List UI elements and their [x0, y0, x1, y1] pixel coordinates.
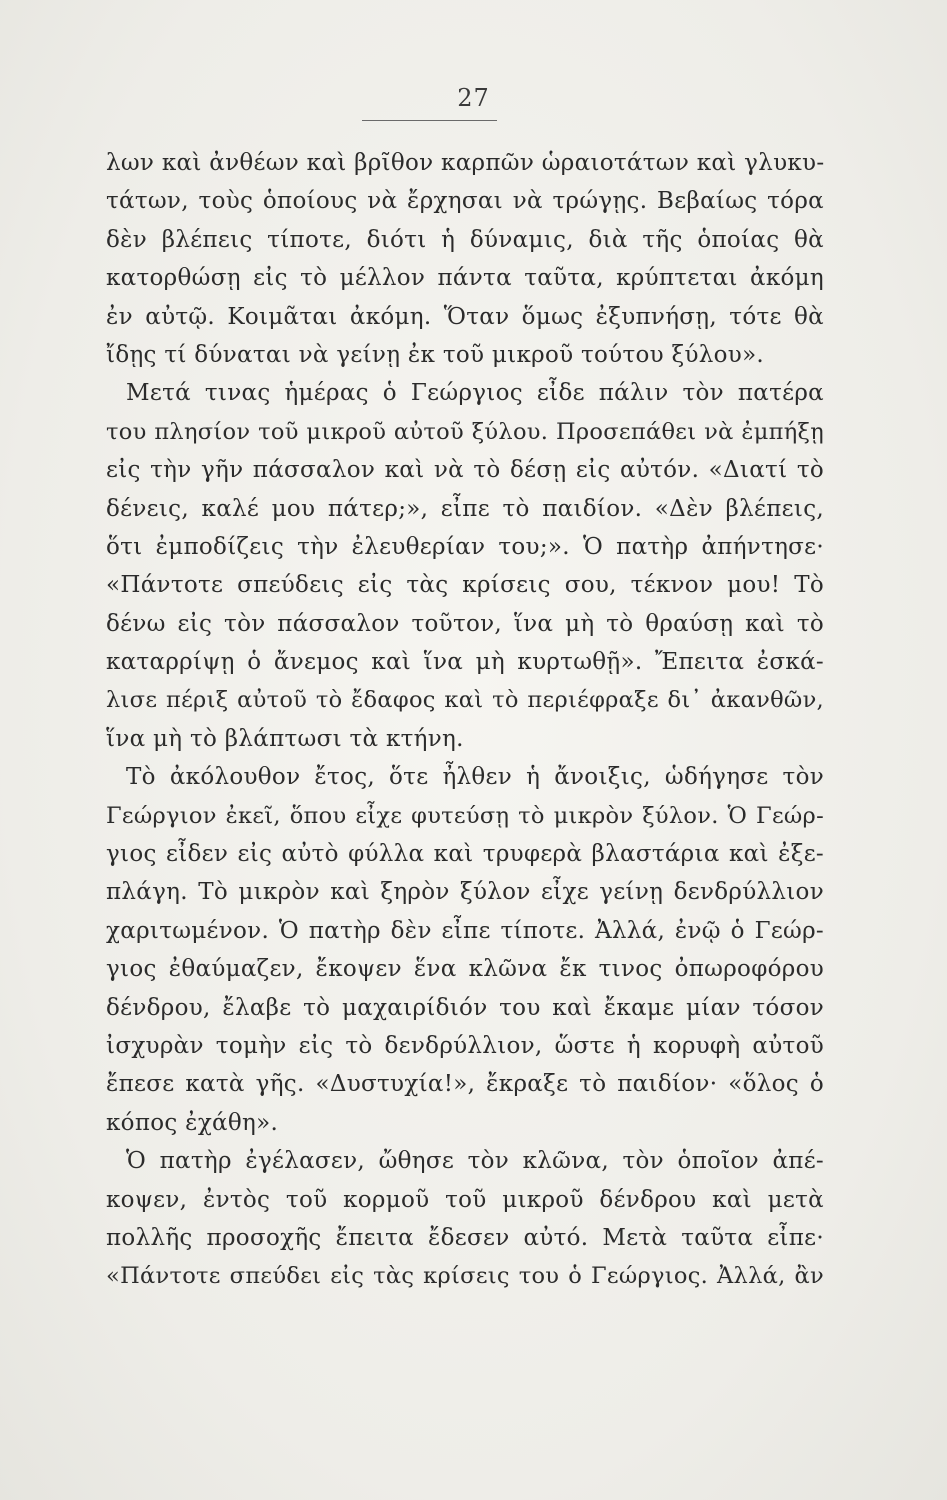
text-line: γιος εἶδεν εἰς αὐτὸ φύλλα καὶ τρυφερὰ βλαστάρια καὶ ἐξε-: [106, 841, 824, 868]
text-line: λισε πέριξ αὐτοῦ τὸ ἔδαφος καὶ τὸ περιέφραξε δι᾽ ἀκανθῶν,: [106, 687, 824, 714]
text-line: εἰς τὴν γῆν πάσσαλον καὶ νὰ τὸ δέσῃ εἰς αὐτόν. «Διατί τὸ: [106, 457, 824, 484]
text-line: τάτων, τοὺς ὁποίους νὰ ἔρχησαι νὰ τρώγῃς. Βεβαίως τόρα: [106, 188, 824, 215]
text-line: Μετά τινας ἡμέρας ὁ Γεώργιος εἶδε πάλιν τὸν πατέρα: [126, 380, 824, 407]
text-line: Ὁ πατὴρ ἐγέλασεν, ὤθησε τὸν κλῶνα, τὸν ὁποῖον ἀπέ-: [126, 1148, 824, 1175]
text-line: ἵνα μὴ τὸ βλάπτωσι τὰ κτήνη.: [106, 725, 464, 752]
text-line: πλάγη. Τὸ μικρὸν καὶ ξηρὸν ξύλον εἶχε γείνῃ δενδρύλλιον: [106, 879, 824, 906]
text-line: του πλησίον τοῦ μικροῦ αὐτοῦ ξύλου. Προσεπάθει νὰ ἐμπήξῃ: [106, 418, 824, 445]
text-line: κοψεν, ἐντὸς τοῦ κορμοῦ τοῦ μικροῦ δένδρου καὶ μετὰ: [106, 1186, 824, 1213]
text-line: κόπος ἐχάθη».: [106, 1109, 279, 1136]
text-line: δένδρου, ἔλαβε τὸ μαχαιρίδιόν του καὶ ἔκαμε μίαν τόσον: [106, 994, 824, 1021]
text-line: χαριτωμένον. Ὁ πατὴρ δὲν εἶπε τίποτε. Ἀλλά, ἐνῷ ὁ Γεώρ-: [106, 917, 824, 944]
text-line: γιος ἐθαύμαζεν, ἔκοψεν ἕνα κλῶνα ἔκ τινος ὀπωροφόρου: [106, 956, 824, 983]
body-text: [106, 144, 824, 1296]
text-line: «Πάντοτε σπεύδει εἰς τὰς κρίσεις του ὁ Γεώργιος. Ἀλλά, ἂν: [106, 1263, 824, 1290]
text-line: ἔπεσε κατὰ γῆς. «Δυστυχία!», ἔκραξε τὸ παιδίον· «ὅλος ὁ: [106, 1071, 824, 1098]
text-line: κατορθώσῃ εἰς τὸ μέλλον πάντα ταῦτα, κρύπτεται ἀκόμη: [106, 265, 824, 292]
text-line: ἐν αὐτῷ. Κοιμᾶται ἀκόμη. Ὅταν ὅμως ἐξυπνήσῃ, τότε θὰ: [106, 303, 824, 330]
text-line: λων καὶ ἀνθέων καὶ βρῖθον καρπῶν ὡραιοτάτων καὶ γλυκυ-: [106, 150, 825, 176]
text-line: ἴδῃς τί δύναται νὰ γείνῃ ἐκ τοῦ μικροῦ τούτου ξύλου».: [106, 341, 765, 368]
text-line: Γεώργιον ἐκεῖ, ὅπου εἶχε φυτεύσῃ τὸ μικρὸν ξύλον. Ὁ Γεώρ-: [106, 802, 824, 829]
page-number: 27: [457, 84, 490, 112]
header-rule: [362, 120, 497, 121]
text-line: δένεις, καλέ μου πάτερ;», εἶπε τὸ παιδίον. «Δὲν βλέπεις,: [106, 495, 824, 522]
text-line: ὅτι ἐμποδίζεις τὴν ἐλευθερίαν του;». Ὁ πατὴρ ἀπήντησε·: [106, 533, 824, 560]
text-line: δὲν βλέπεις τίποτε, διότι ἡ δύναμις, διὰ τῆς ὁποίας θὰ: [106, 226, 824, 253]
text-line: δένω εἰς τὸν πάσσαλον τοῦτον, ἵνα μὴ τὸ θραύσῃ καὶ τὸ: [106, 610, 824, 637]
text-line: «Πάντοτε σπεύδεις εἰς τὰς κρίσεις σου, τέκνον μου! Τὸ: [106, 572, 824, 599]
text-line: πολλῆς προσοχῆς ἔπειτα ἔδεσεν αὐτό. Μετὰ ταῦτα εἶπε·: [106, 1224, 824, 1251]
text-line: καταρρίψῃ ὁ ἄνεμος καὶ ἵνα μὴ κυρτωθῇ». Ἔπειτα ἐσκά-: [106, 649, 824, 676]
text-line: Τὸ ἀκόλουθον ἔτος, ὅτε ἦλθεν ἡ ἄνοιξις, ὡδήγησε τὸν: [126, 764, 824, 791]
text-line: ἰσχυρὰν τομὴν εἰς τὸ δενδρύλλιον, ὥστε ἡ κορυφὴ αὐτοῦ: [106, 1032, 824, 1059]
